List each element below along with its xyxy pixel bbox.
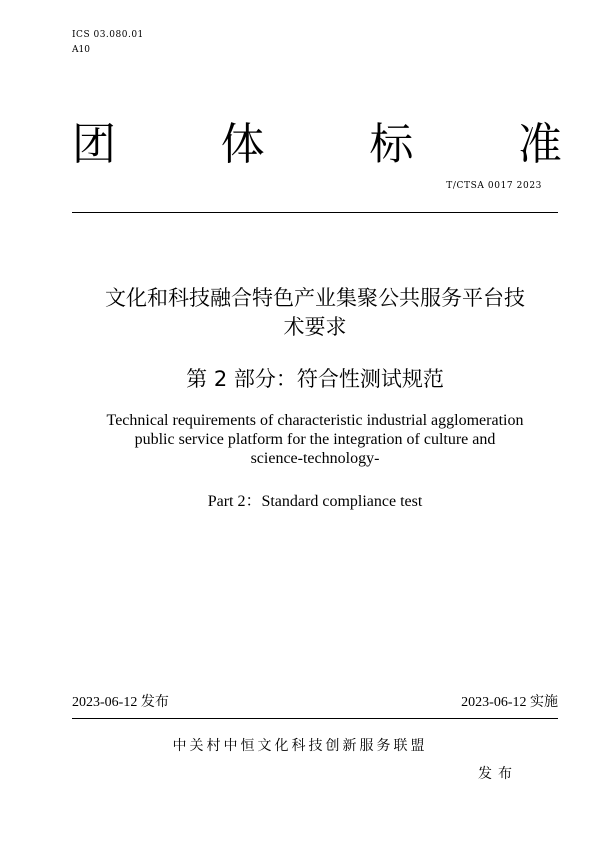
bottom-divider: [72, 718, 558, 719]
standard-type-char: 准: [517, 119, 562, 170]
english-part-title: Part 2：Standard compliance test: [207, 493, 423, 510]
ics-code: ICS 03.080.01: [72, 30, 144, 40]
chinese-title: [60, 284, 570, 342]
issuing-organization: 中关村中恒文化科技创新服务联盟: [172, 738, 428, 754]
standard-type-char: 体: [220, 119, 265, 170]
top-divider: [72, 212, 558, 213]
issue-date: 2023-06-12 发布: [72, 695, 169, 710]
english-title: [60, 411, 570, 468]
document-number: T/CTSA 0017 2023: [446, 181, 542, 191]
english-title-line: Technical requirements of characteristic industrial agglomeration: [106, 412, 524, 429]
standard-type-heading: [72, 118, 562, 172]
implementation-date: 2023-06-12 实施: [461, 695, 558, 710]
ccs-code: A10: [72, 45, 90, 55]
english-title-line: science-technology-: [250, 450, 380, 467]
issued-label: 发布: [478, 766, 518, 782]
chinese-part-title: 第 2 部分：符合性测试规范: [186, 367, 444, 391]
chinese-title-line: 文化和科技融合特色产业集聚公共服务平台技: [105, 286, 525, 310]
standard-type-char: 标: [369, 119, 414, 170]
chinese-title-line: 术要求: [283, 315, 347, 339]
standard-type-char: 团: [72, 119, 116, 170]
english-title-line: public service platform for the integration of culture and: [134, 431, 496, 448]
